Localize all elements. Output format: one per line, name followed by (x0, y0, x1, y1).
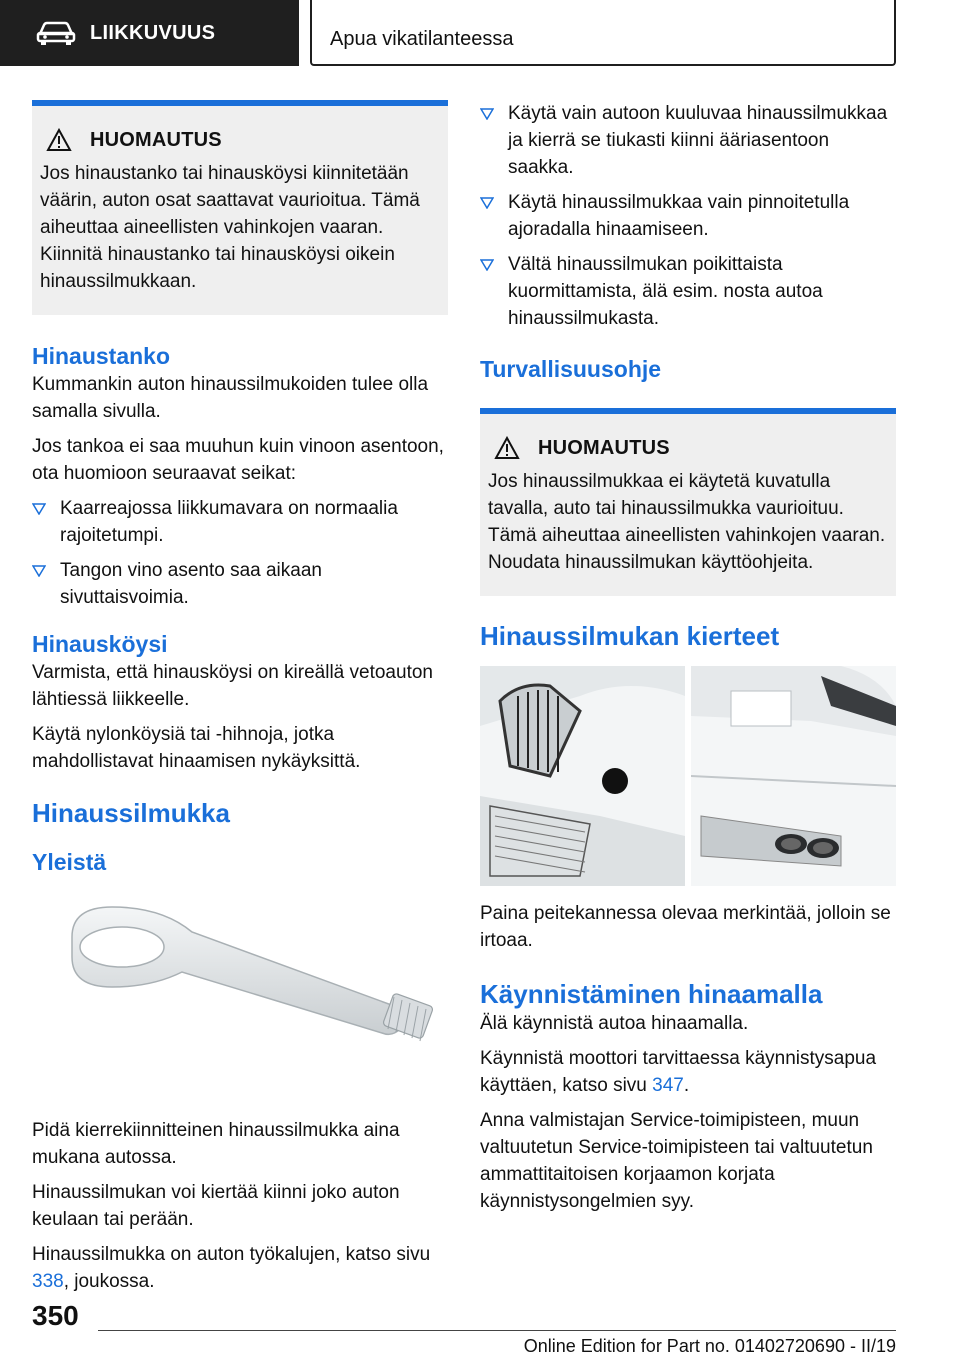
page-link[interactable]: 347 (652, 1075, 684, 1096)
heading-kierteet: Hinaussilmukan kierteet (480, 621, 780, 651)
triangle-bullet-icon (32, 503, 46, 515)
paragraph: Hinaussilmukka on auton työkalujen, katso sivu 338, joukossa. (32, 1244, 431, 1292)
triangle-bullet-icon (480, 197, 494, 209)
triangle-bullet-icon (480, 259, 494, 271)
notice-title: HUOMAUTUS (538, 436, 670, 459)
heading-hinauskoysi: Hinausköysi (32, 631, 168, 657)
list-item: Kaarreajossa liikkumavara on normaalia rajoitetumpi. (32, 495, 448, 549)
paragraph: Käynnistä moottori tarvittaessa käynnistysapua käyttäen, katso sivu 347. (480, 1048, 877, 1096)
front-bumper-image (480, 666, 685, 886)
paragraph: Varmista, että hinausköysi on kireällä vetoauton lähtiessä liikkeelle. (32, 662, 433, 710)
warning-icon (494, 436, 520, 460)
footer-divider (98, 1330, 896, 1331)
chapter-title: Apua vikatilanteessa (330, 28, 514, 50)
triangle-bullet-icon (32, 565, 46, 577)
chapter-tab (310, 0, 896, 66)
section-tab (0, 0, 299, 66)
thread-location-illustration (480, 666, 896, 886)
notice-text: Jos hinaussilmukkaa ei käytetä kuvatulla tavalla, auto tai hinaussilmukka vaurioituu. Tämä aiheuttaa aineellisten vahinkojen vaaran. Noudata hinaussilmukan käyttöohjeita. (488, 471, 886, 573)
rear-bumper-image (691, 666, 896, 886)
notice-title: HUOMAUTUS (90, 128, 222, 151)
paragraph: Anna valmistajan Service-toimipisteen, muun valtuutetun Service-toimipisteen tai valtuutetun ammattitaitoisen korjaamon korjata käynnistysongelmien syy. (480, 1110, 873, 1212)
paragraph: Pidä kierrekiinnitteinen hinaussilmukka aina mukana autossa. (32, 1120, 400, 1168)
right-column (480, 100, 896, 1223)
notice-box (480, 408, 896, 596)
notice-text: Jos hinaustanko tai hinausköysi kiinnitetään väärin, auton osat saattavat vaurioitua. Tämä aiheuttaa aineellisten vahinkojen vaaran. Kiinnitä hinaustanko tai hinausköysi oikein hinaussilmukkaan. (40, 163, 420, 292)
paragraph: Jos tankoa ei saa muuhun kuin vinoon asentoon, ota huomioon seuraavat seikat: (32, 436, 444, 484)
heading-yleista: Yleistä (32, 849, 107, 875)
heading-hinaussilmukka: Hinaussilmukka (32, 798, 230, 828)
notice-box (32, 100, 448, 315)
heading-hinaustanko: Hinaustanko (32, 343, 171, 369)
page-number: 350 (32, 1300, 79, 1331)
heading-turvallisuusohje: Turvallisuusohje (480, 356, 662, 382)
car-icon (36, 20, 76, 46)
left-column (32, 100, 448, 1303)
towing-eye-illustration (32, 877, 448, 1117)
edition-note: Online Edition for Part no. 01402720690 - II/19 (523, 1336, 896, 1356)
paragraph: Älä käynnistä autoa hinaamalla. (480, 1013, 749, 1034)
section-title: LIIKKUVUUS (90, 21, 216, 44)
paragraph: Käytä nylonköysiä tai -hihnoja, jotka mahdollistavat hinaamisen nykäyksittä. (32, 724, 361, 772)
page-link[interactable]: 338 (32, 1271, 64, 1292)
list-item: Vältä hinaussilmukan poikittaista kuormittamista, älä esim. nosta autoa hinaussilmukasta. (480, 251, 896, 332)
paragraph: Paina peitekannessa olevaa merkintää, jolloin se irtoaa. (480, 903, 891, 951)
warning-icon (46, 128, 72, 152)
paragraph: Kummankin auton hinaussilmukoiden tulee olla samalla sivulla. (32, 374, 429, 422)
bullet-list (32, 495, 448, 611)
list-item: Käytä vain autoon kuuluvaa hinaussilmukkaa ja kierrä se tiukasti kiinni ääriasentoon saakka. (480, 100, 896, 181)
heading-kaynnistys: Käynnistäminen hinaamalla (480, 979, 823, 1009)
list-item: Käytä hinaussilmukkaa vain pinnoitetulla ajoradalla hinaamiseen. (480, 189, 896, 243)
bullet-list (480, 100, 896, 332)
paragraph: Hinaussilmukan voi kiertää kiinni joko auton keulaan tai perään. (32, 1182, 400, 1230)
triangle-bullet-icon (480, 108, 494, 120)
list-item: Tangon vino asento saa aikaan sivuttaisvoimia. (32, 557, 448, 611)
